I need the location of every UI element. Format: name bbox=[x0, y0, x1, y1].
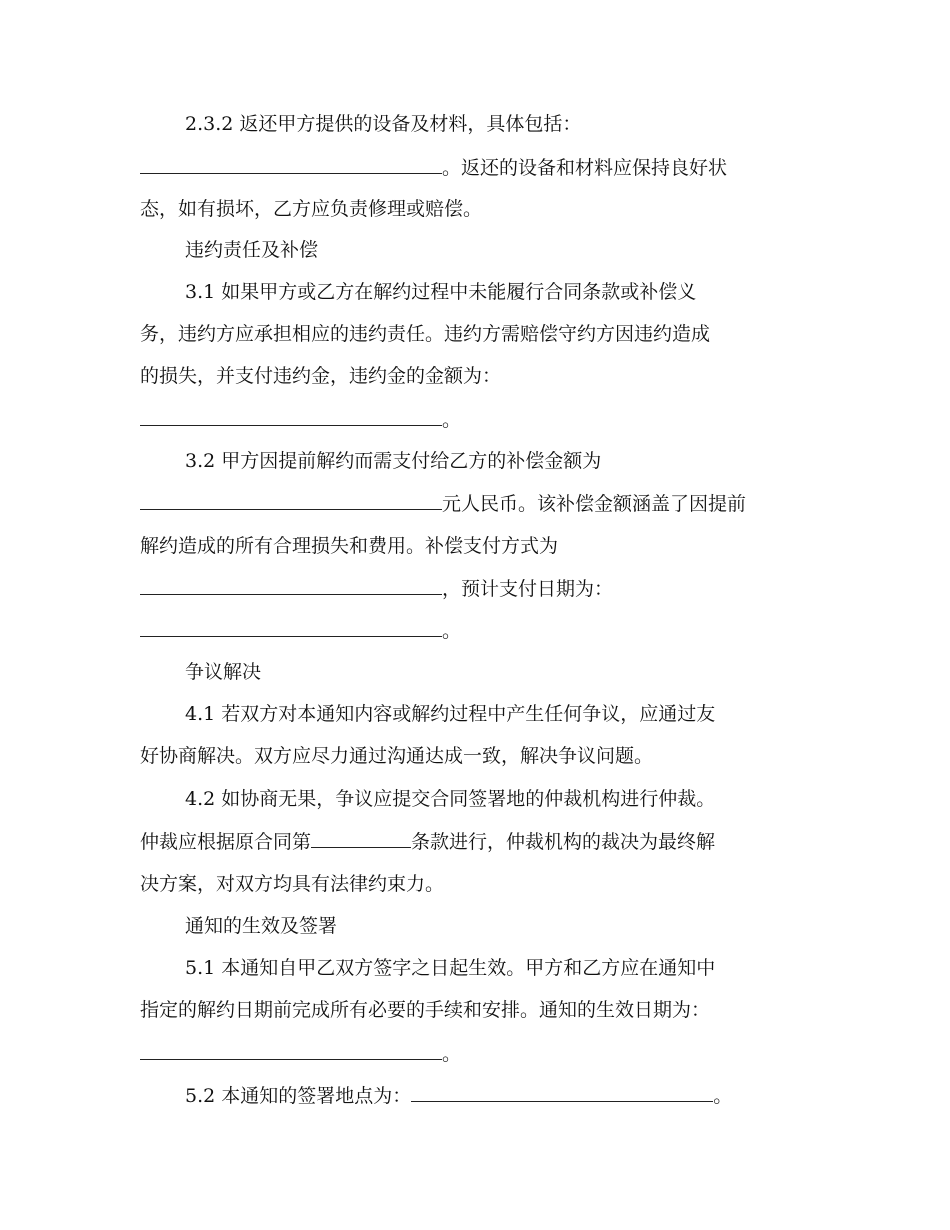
text-line bbox=[140, 576, 820, 601]
text-line bbox=[185, 956, 865, 980]
fill-blank bbox=[140, 155, 442, 174]
line-text: 3.2 甲方因提前解约而需支付给乙方的补偿金额为 bbox=[185, 450, 602, 472]
text-line bbox=[185, 787, 865, 811]
line-text: 好协商解决。双方应尽力通过沟通达成一致，解决争议问题。 bbox=[140, 745, 654, 767]
text-line bbox=[140, 364, 820, 388]
fill-blank bbox=[411, 1083, 713, 1102]
heading-text: 通知的生效及签署 bbox=[185, 915, 338, 937]
text-line bbox=[140, 322, 820, 346]
fill-blank bbox=[140, 576, 442, 595]
line-text: 指定的解约日期前完成所有必要的手续和安排。通知的生效日期为： bbox=[140, 999, 711, 1021]
text-line bbox=[140, 829, 820, 854]
text-line bbox=[140, 491, 820, 516]
heading-text: 违约责任及补偿 bbox=[185, 239, 319, 261]
line-text: 条款进行，仲裁机构的裁决为最终解 bbox=[411, 831, 716, 853]
line-text: 5.1 本通知自甲乙双方签字之日起生效。甲方和乙方应在通知中 bbox=[185, 957, 716, 979]
section-heading bbox=[185, 914, 865, 938]
fill-blank bbox=[140, 491, 442, 510]
fill-blank bbox=[140, 1041, 442, 1060]
line-text: 解约造成的所有合理损失和费用。补偿支付方式为 bbox=[140, 535, 559, 557]
line-text: 务，违约方应承担相应的违约责任。违约方需赔偿守约方因违约造成 bbox=[140, 323, 711, 345]
text-line bbox=[140, 155, 820, 180]
line-text: 。 bbox=[442, 1043, 462, 1065]
line-text: 。 bbox=[713, 1085, 733, 1107]
section-heading bbox=[185, 660, 865, 684]
fill-blank bbox=[140, 618, 442, 637]
line-text: 4.1 若双方对本通知内容或解约过程中产生任何争议，应通过友 bbox=[185, 703, 716, 725]
line-text: 仲裁应根据原合同第 bbox=[140, 831, 312, 853]
text-line bbox=[140, 618, 820, 643]
line-text: 元人民币。该补偿金额涵盖了因提前 bbox=[442, 493, 747, 515]
line-text: ，预计支付日期为： bbox=[442, 578, 614, 600]
text-line bbox=[140, 534, 820, 558]
text-line bbox=[140, 744, 820, 768]
text-line bbox=[185, 112, 865, 136]
fill-blank bbox=[140, 407, 442, 426]
line-text: 。 bbox=[442, 409, 462, 431]
text-line bbox=[140, 872, 820, 896]
line-text: 5.2 本通知的签署地点为： bbox=[185, 1085, 412, 1107]
line-text: 2.3.2 返还甲方提供的设备及材料，具体包括： bbox=[185, 113, 582, 135]
text-line bbox=[140, 407, 820, 432]
line-text: 。返还的设备和材料应保持良好状 bbox=[442, 157, 728, 179]
text-line bbox=[185, 449, 865, 473]
text-line bbox=[185, 702, 865, 726]
line-text: 决方案，对双方均具有法律约束力。 bbox=[140, 873, 445, 895]
text-line bbox=[185, 280, 865, 304]
text-line bbox=[140, 998, 820, 1022]
fill-blank bbox=[311, 829, 411, 848]
line-text: 4.2 如协商无果，争议应提交合同签署地的仲裁机构进行仲裁。 bbox=[185, 788, 716, 810]
section-heading bbox=[185, 238, 865, 262]
line-text: 3.1 如果甲方或乙方在解约过程中未能履行合同条款或补偿义 bbox=[185, 281, 697, 303]
text-line bbox=[140, 1041, 820, 1066]
text-line bbox=[185, 1083, 865, 1108]
line-text: 的损失，并支付违约金，违约金的金额为： bbox=[140, 365, 502, 387]
text-line bbox=[140, 197, 820, 221]
line-text: 。 bbox=[442, 620, 462, 642]
line-text: 态，如有损坏，乙方应负责修理或赔偿。 bbox=[140, 198, 483, 220]
heading-text: 争议解决 bbox=[185, 661, 262, 683]
